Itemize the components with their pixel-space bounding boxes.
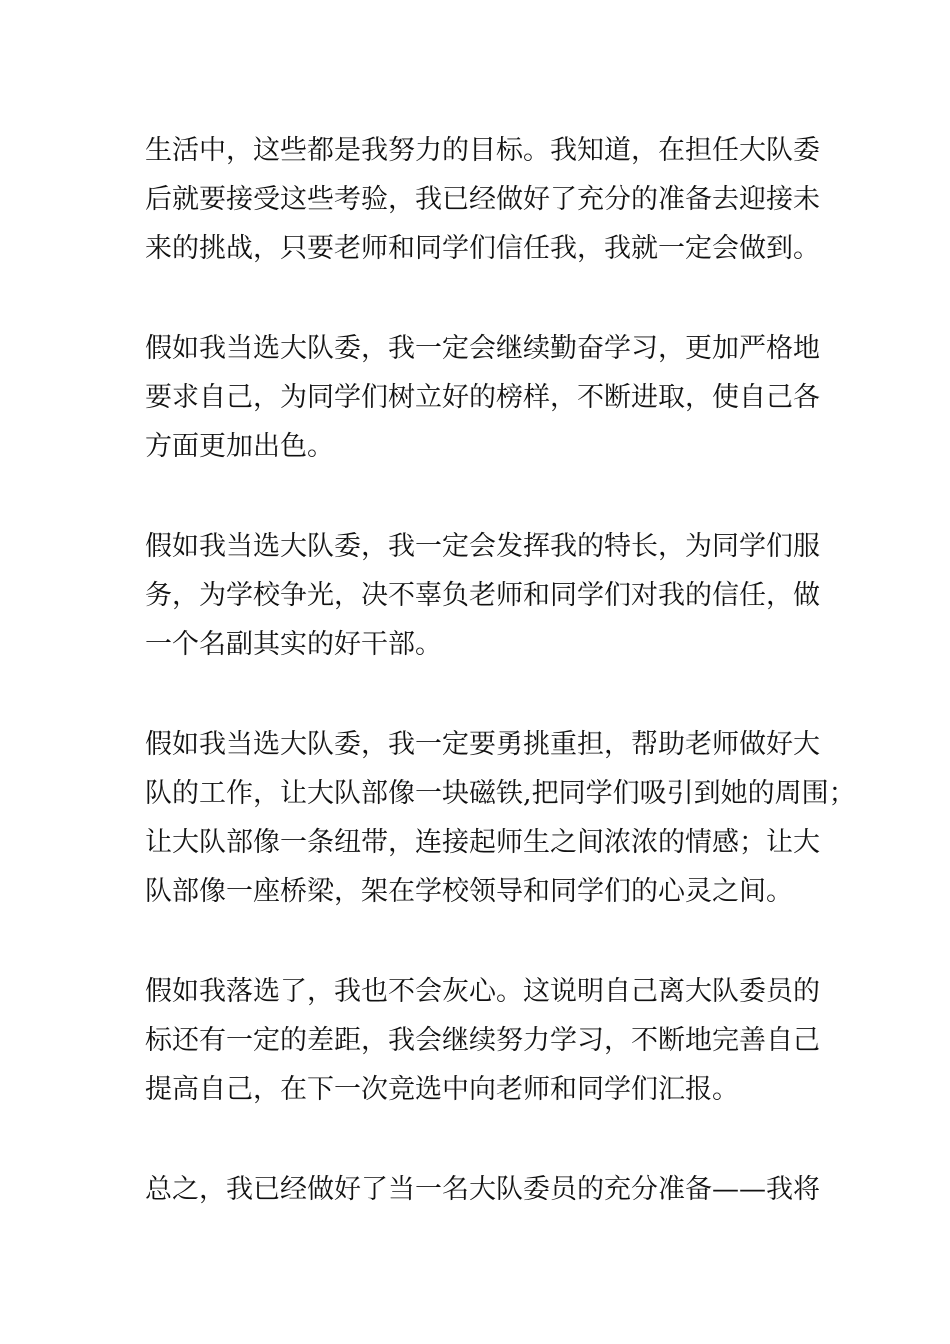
paragraph-2 bbox=[145, 324, 825, 471]
paragraph-gap bbox=[145, 916, 825, 967]
paragraph-line: 一个名副其实的好干部。 bbox=[145, 629, 442, 660]
paragraph-line: 提高自己，在下一次竞选中向老师和同学们汇报。 bbox=[145, 1074, 739, 1105]
paragraph-gap bbox=[145, 669, 825, 720]
paragraph-line: 假如我当选大队委，我一定要勇挑重担，帮助老师做好大 bbox=[145, 729, 820, 760]
paragraph-4 bbox=[145, 720, 856, 916]
paragraph-line: 假如我当选大队委，我一定会发挥我的特长，为同学们服 bbox=[145, 531, 820, 562]
paragraph-1 bbox=[145, 126, 825, 273]
paragraph-line: 假如我落选了，我也不会灰心。这说明自己离大队委员的 bbox=[145, 976, 820, 1007]
paragraph-line: 来的挑战，只要老师和同学们信任我，我就一定会做到。 bbox=[145, 233, 820, 264]
paragraph-line: 方面更加出色。 bbox=[145, 431, 334, 462]
paragraph-line: 队部像一座桥梁，架在学校领导和同学们的心灵之间。 bbox=[145, 876, 793, 907]
paragraph-gap bbox=[145, 1114, 825, 1165]
paragraph-line: 总之，我已经做好了当一名大队委员的充分准备——我将 bbox=[145, 1174, 820, 1205]
paragraph-line: 让大队部像一条纽带，连接起师生之间浓浓的情感；让大 bbox=[145, 827, 820, 858]
paragraph-line: 生活中，这些都是我努力的目标。我知道，在担任大队委 bbox=[145, 135, 820, 166]
paragraph-line: 队的工作，让大队部像一块磁铁,把同学们吸引到她的周围； bbox=[145, 778, 856, 809]
paragraph-gap bbox=[145, 273, 825, 324]
paragraph-line: 后就要接受这些考验，我已经做好了充分的准备去迎接未 bbox=[145, 184, 820, 215]
paragraph-line: 假如我当选大队委，我一定会继续勤奋学习，更加严格地 bbox=[145, 333, 820, 364]
paragraph-5 bbox=[145, 967, 825, 1114]
paragraph-6 bbox=[145, 1165, 825, 1214]
paragraph-line: 务，为学校争光，决不辜负老师和同学们对我的信任，做 bbox=[145, 580, 820, 611]
paragraph-gap bbox=[145, 471, 825, 522]
paragraph-line: 标还有一定的差距，我会继续努力学习，不断地完善自己 bbox=[145, 1025, 820, 1056]
paragraph-3 bbox=[145, 522, 825, 669]
paragraph-line: 要求自己，为同学们树立好的榜样，不断进取，使自己各 bbox=[145, 382, 820, 413]
document-body bbox=[145, 126, 856, 1214]
